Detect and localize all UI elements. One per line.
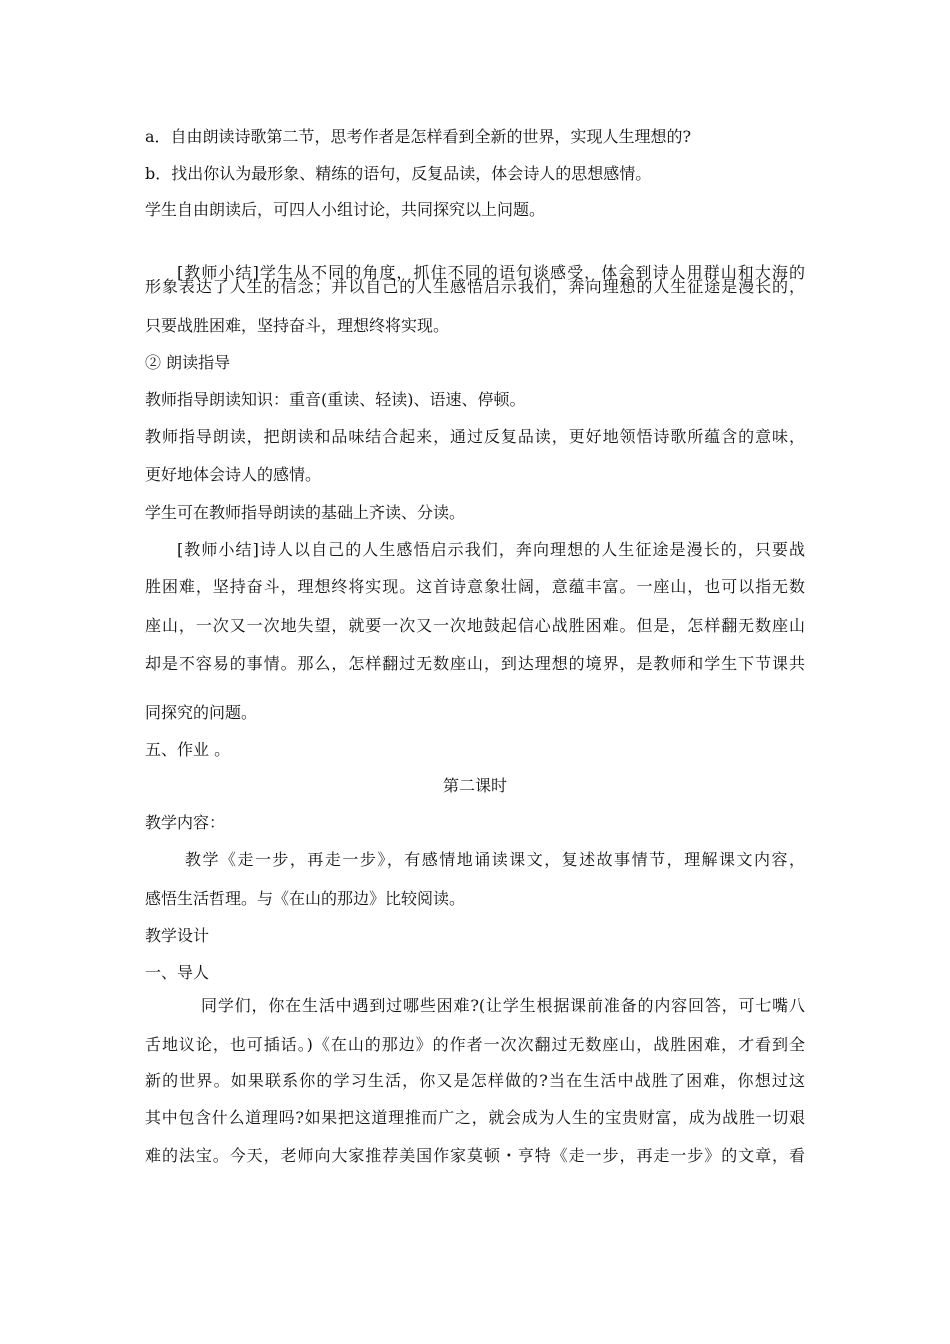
text-line: 难的法宝。今天，老师向大家推荐美国作家莫顿・亨特《走一步，再走一步》的文章，看	[145, 1146, 805, 1165]
section-heading: ② 朗读指导	[145, 353, 231, 372]
text-line: 教师指导朗读，把朗读和品味结合起来，通过反复品读，更好地领悟诗歌所蕴含的意味，	[145, 427, 805, 446]
text-line: 舌地议论，也可插话。)《在山的那边》的作者一次次翻过无数座山，战胜困难，才看到全	[145, 1035, 805, 1054]
text-line: 同探究的问题。	[145, 703, 258, 722]
text-line: 只要战胜困难，坚持奋斗，理想终将实现。	[145, 316, 450, 335]
text-line: 教师指导朗读知识：重音(重读、轻读)、语速、停顿。	[145, 390, 526, 409]
text-line: 座山，一次又一次地失望，就要一次又一次地鼓起信心战胜困难。但是，怎样翻无数座山	[145, 616, 805, 635]
text-line: 教学《走一步，再走一步》，有感情地诵读课文，复述故事情节，理解课文内容，	[185, 850, 805, 869]
text-line: b．找出你认为最形象、精练的语句，反复品读，体会诗人的思想感情。	[145, 164, 652, 183]
text-line: 胜困难，坚持奋斗，理想终将实现。这首诗意象壮阔，意蕴丰富。一座山，也可以指无数	[145, 577, 805, 596]
section-heading: 五、作业 。	[145, 740, 231, 759]
section-heading: 一、导人	[145, 963, 210, 982]
text-line: [教师小结]诗人以自己的人生感悟启示我们，奔向理想的人生征途是漫长的，只要战	[177, 540, 805, 559]
text-line: 形象表达了人生的信念；并以自己的人生感悟启示我们，奔向理想的人生征途是漫长的，	[145, 277, 805, 296]
text-line: 更好地体会诗人的感情。	[145, 465, 322, 484]
text-line: 同学们，你在生活中遇到过哪些困难?(让学生根据课前准备的内容回答，可七嘴八	[201, 996, 805, 1015]
text-line: 感悟生活哲理。与《在山的那边》比较阅读。	[145, 889, 466, 908]
text-line: a．自由朗读诗歌第二节，思考作者是怎样看到全新的世界，实现人生理想的?	[145, 127, 692, 146]
text-line: 其中包含什么道理吗?如果把这道理推而广之，就会成为人生的宝贵财富，成为战胜一切艰	[145, 1108, 805, 1127]
text-line: 新的世界。如果联系你的学习生活，你又是怎样做的?当在生活中战胜了困难，你想过这	[145, 1071, 805, 1090]
text-line: 学生可在教师指导朗读的基础上齐读、分读。	[145, 503, 466, 522]
text-line: 学生自由朗读后，可四人小组讨论，共同探究以上问题。	[145, 200, 546, 219]
text-line: 却是不容易的事情。那么，怎样翻过无数座山，到达理想的境界，是教师和学生下节课共	[145, 654, 805, 673]
section-heading: 教学设计	[145, 926, 210, 945]
section-heading: 教学内容：	[145, 813, 226, 832]
lesson-title: 第二课时	[442, 776, 507, 795]
text-line: [教师小结]学生从不同的角度，抓住不同的语句谈感受，体会到诗人用群山和大海的	[177, 263, 805, 282]
